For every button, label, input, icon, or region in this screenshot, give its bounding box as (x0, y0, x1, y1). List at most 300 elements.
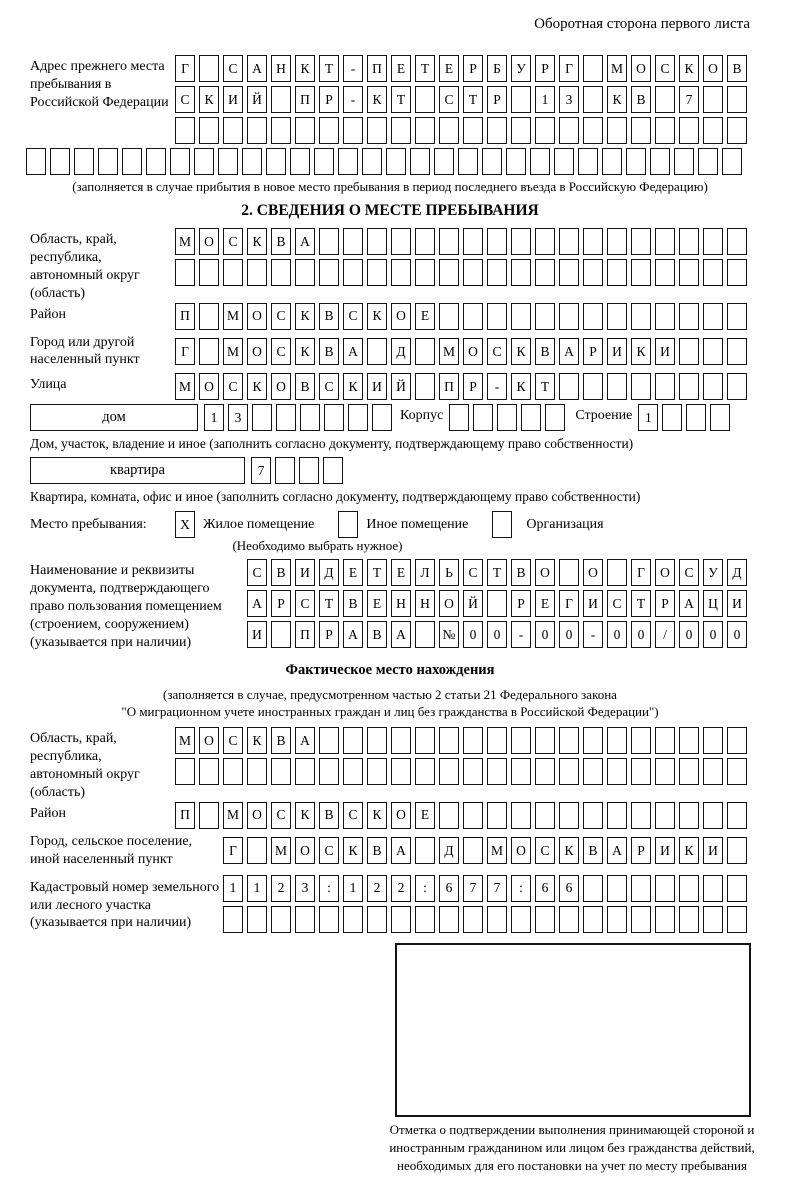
char-box[interactable]: 0 (679, 621, 699, 648)
char-box[interactable] (698, 148, 718, 175)
char-box[interactable] (607, 303, 627, 330)
char-box[interactable] (487, 590, 507, 617)
char-box[interactable] (391, 117, 411, 144)
char-box[interactable]: 0 (631, 621, 651, 648)
char-box[interactable] (631, 875, 651, 902)
char-box[interactable] (559, 727, 579, 754)
char-box[interactable]: О (271, 373, 291, 400)
char-box[interactable]: М (223, 338, 243, 365)
char-box[interactable]: Е (439, 55, 459, 82)
char-box[interactable]: С (271, 338, 291, 365)
char-box[interactable]: С (247, 559, 267, 586)
char-box[interactable]: Г (223, 837, 243, 864)
char-box[interactable] (511, 303, 531, 330)
char-box[interactable] (295, 758, 315, 785)
char-box[interactable] (343, 906, 363, 933)
char-box[interactable]: Г (559, 590, 579, 617)
char-box[interactable] (655, 373, 675, 400)
char-box[interactable] (415, 117, 435, 144)
char-box[interactable]: С (607, 590, 627, 617)
stay-option-checkbox-other[interactable] (338, 511, 358, 538)
char-box[interactable]: И (607, 338, 627, 365)
char-box[interactable] (487, 117, 507, 144)
char-box[interactable] (703, 228, 723, 255)
char-box[interactable] (314, 148, 334, 175)
char-box[interactable] (679, 802, 699, 829)
char-box[interactable] (607, 758, 627, 785)
char-box[interactable] (511, 758, 531, 785)
char-box[interactable] (473, 404, 493, 431)
char-box[interactable] (391, 228, 411, 255)
char-box[interactable]: 0 (487, 621, 507, 648)
char-box[interactable] (146, 148, 166, 175)
char-box[interactable]: М (487, 837, 507, 864)
char-box[interactable] (535, 259, 555, 286)
char-box[interactable]: - (583, 621, 603, 648)
char-box[interactable] (199, 55, 219, 82)
char-box[interactable]: 1 (535, 86, 555, 113)
char-box[interactable] (559, 802, 579, 829)
char-box[interactable] (511, 86, 531, 113)
char-box[interactable]: Й (247, 86, 267, 113)
char-box[interactable] (449, 404, 469, 431)
char-box[interactable] (631, 228, 651, 255)
char-box[interactable]: И (727, 590, 747, 617)
char-box[interactable] (175, 117, 195, 144)
char-box[interactable]: П (367, 55, 387, 82)
char-box[interactable]: : (415, 875, 435, 902)
char-box[interactable]: Р (463, 373, 483, 400)
char-box[interactable]: И (247, 621, 267, 648)
char-box[interactable] (703, 373, 723, 400)
char-box[interactable] (276, 404, 296, 431)
char-box[interactable]: А (607, 837, 627, 864)
char-box[interactable]: В (319, 338, 339, 365)
char-box[interactable]: Т (319, 55, 339, 82)
char-box[interactable]: О (535, 559, 555, 586)
char-box[interactable] (583, 373, 603, 400)
char-box[interactable] (559, 758, 579, 785)
char-box[interactable] (439, 727, 459, 754)
char-box[interactable]: В (319, 303, 339, 330)
char-box[interactable]: 7 (487, 875, 507, 902)
char-box[interactable] (607, 727, 627, 754)
char-box[interactable]: 6 (535, 875, 555, 902)
char-box[interactable] (487, 727, 507, 754)
char-box[interactable]: С (463, 559, 483, 586)
char-box[interactable]: А (247, 55, 267, 82)
char-box[interactable] (319, 117, 339, 144)
char-box[interactable]: : (319, 875, 339, 902)
char-box[interactable] (247, 906, 267, 933)
char-box[interactable] (98, 148, 118, 175)
char-box[interactable] (367, 228, 387, 255)
char-box[interactable]: К (367, 86, 387, 113)
char-box[interactable]: А (559, 338, 579, 365)
char-box[interactable]: Т (463, 86, 483, 113)
char-box[interactable] (511, 259, 531, 286)
char-box[interactable] (727, 373, 747, 400)
char-box[interactable] (631, 303, 651, 330)
char-box[interactable]: С (223, 373, 243, 400)
char-box[interactable] (703, 875, 723, 902)
char-box[interactable] (295, 117, 315, 144)
char-box[interactable] (607, 228, 627, 255)
char-box[interactable] (703, 802, 723, 829)
char-box[interactable] (439, 303, 459, 330)
char-box[interactable] (497, 404, 517, 431)
char-box[interactable]: В (367, 621, 387, 648)
char-box[interactable] (727, 727, 747, 754)
char-box[interactable] (290, 148, 310, 175)
char-box[interactable] (727, 228, 747, 255)
char-box[interactable] (679, 338, 699, 365)
char-box[interactable] (631, 906, 651, 933)
char-box[interactable] (299, 457, 319, 484)
char-box[interactable]: А (679, 590, 699, 617)
char-box[interactable]: В (727, 55, 747, 82)
char-box[interactable]: О (583, 559, 603, 586)
char-box[interactable] (343, 758, 363, 785)
char-box[interactable] (415, 259, 435, 286)
char-box[interactable]: В (511, 559, 531, 586)
char-box[interactable] (266, 148, 286, 175)
char-box[interactable] (271, 906, 291, 933)
char-box[interactable]: К (679, 55, 699, 82)
char-box[interactable]: Е (415, 303, 435, 330)
char-box[interactable]: Р (463, 55, 483, 82)
char-box[interactable]: О (247, 802, 267, 829)
char-box[interactable]: О (703, 55, 723, 82)
char-box[interactable] (482, 148, 502, 175)
char-box[interactable]: Д (319, 559, 339, 586)
char-box[interactable] (391, 758, 411, 785)
char-box[interactable] (703, 117, 723, 144)
char-box[interactable] (679, 373, 699, 400)
char-box[interactable] (415, 906, 435, 933)
char-box[interactable] (583, 802, 603, 829)
char-box[interactable] (511, 906, 531, 933)
char-box[interactable] (199, 259, 219, 286)
char-box[interactable]: 3 (228, 404, 248, 431)
char-box[interactable]: 2 (391, 875, 411, 902)
char-box[interactable]: 6 (439, 875, 459, 902)
char-box[interactable] (367, 117, 387, 144)
char-box[interactable] (607, 259, 627, 286)
char-box[interactable]: Т (631, 590, 651, 617)
char-box[interactable] (511, 727, 531, 754)
char-box[interactable]: К (343, 373, 363, 400)
char-box[interactable] (727, 875, 747, 902)
char-box[interactable]: Е (391, 559, 411, 586)
char-box[interactable] (487, 906, 507, 933)
char-box[interactable] (487, 228, 507, 255)
char-box[interactable]: М (607, 55, 627, 82)
char-box[interactable]: Р (271, 590, 291, 617)
char-box[interactable] (218, 148, 238, 175)
char-box[interactable]: О (295, 837, 315, 864)
char-box[interactable]: С (535, 837, 555, 864)
char-box[interactable] (348, 404, 368, 431)
char-box[interactable] (655, 259, 675, 286)
char-box[interactable]: Т (415, 55, 435, 82)
char-box[interactable]: 7 (463, 875, 483, 902)
char-box[interactable] (559, 559, 579, 586)
char-box[interactable] (535, 906, 555, 933)
char-box[interactable]: № (439, 621, 459, 648)
char-box[interactable]: С (439, 86, 459, 113)
char-box[interactable] (271, 86, 291, 113)
char-box[interactable]: К (295, 802, 315, 829)
char-box[interactable]: К (559, 837, 579, 864)
char-box[interactable] (679, 727, 699, 754)
char-box[interactable] (607, 559, 627, 586)
char-box[interactable]: К (295, 55, 315, 82)
char-box[interactable]: П (175, 303, 195, 330)
char-box[interactable] (247, 117, 267, 144)
char-box[interactable] (727, 117, 747, 144)
char-box[interactable]: Р (655, 590, 675, 617)
char-box[interactable] (487, 802, 507, 829)
char-box[interactable]: Р (535, 55, 555, 82)
char-box[interactable]: 0 (727, 621, 747, 648)
char-box[interactable] (655, 906, 675, 933)
char-box[interactable]: 2 (271, 875, 291, 902)
char-box[interactable] (722, 148, 742, 175)
char-box[interactable] (583, 228, 603, 255)
char-box[interactable]: 6 (559, 875, 579, 902)
char-box[interactable] (439, 117, 459, 144)
char-box[interactable] (535, 727, 555, 754)
char-box[interactable]: М (271, 837, 291, 864)
char-box[interactable] (583, 259, 603, 286)
char-box[interactable] (295, 259, 315, 286)
char-box[interactable]: Е (343, 559, 363, 586)
char-box[interactable] (415, 228, 435, 255)
char-box[interactable]: П (439, 373, 459, 400)
char-box[interactable]: К (247, 373, 267, 400)
char-box[interactable] (607, 117, 627, 144)
char-box[interactable] (583, 303, 603, 330)
char-box[interactable]: К (247, 727, 267, 754)
char-box[interactable]: Р (487, 86, 507, 113)
char-box[interactable] (463, 802, 483, 829)
char-box[interactable]: А (295, 727, 315, 754)
char-box[interactable] (439, 802, 459, 829)
char-box[interactable]: И (655, 837, 675, 864)
char-box[interactable]: - (343, 55, 363, 82)
char-box[interactable] (463, 117, 483, 144)
char-box[interactable] (511, 117, 531, 144)
char-box[interactable]: С (271, 802, 291, 829)
char-box[interactable]: С (271, 303, 291, 330)
char-box[interactable]: М (223, 303, 243, 330)
char-box[interactable]: Т (535, 373, 555, 400)
char-box[interactable] (367, 758, 387, 785)
char-box[interactable] (511, 228, 531, 255)
char-box[interactable]: О (391, 802, 411, 829)
char-box[interactable]: П (295, 621, 315, 648)
char-box[interactable] (674, 148, 694, 175)
char-box[interactable]: Й (463, 590, 483, 617)
char-box[interactable] (343, 117, 363, 144)
char-box[interactable] (535, 802, 555, 829)
char-box[interactable] (626, 148, 646, 175)
char-box[interactable]: Г (175, 55, 195, 82)
char-box[interactable]: С (679, 559, 699, 586)
char-box[interactable] (727, 303, 747, 330)
char-box[interactable] (545, 404, 565, 431)
char-box[interactable] (607, 373, 627, 400)
char-box[interactable] (343, 727, 363, 754)
char-box[interactable] (415, 373, 435, 400)
char-box[interactable] (583, 875, 603, 902)
char-box[interactable] (434, 148, 454, 175)
char-box[interactable] (247, 837, 267, 864)
char-box[interactable]: А (343, 621, 363, 648)
char-box[interactable]: Е (535, 590, 555, 617)
char-box[interactable] (386, 148, 406, 175)
char-box[interactable]: Т (367, 559, 387, 586)
char-box[interactable] (662, 404, 682, 431)
char-box[interactable]: С (319, 837, 339, 864)
char-box[interactable]: С (655, 55, 675, 82)
char-box[interactable] (271, 621, 291, 648)
char-box[interactable] (487, 259, 507, 286)
char-box[interactable] (559, 259, 579, 286)
char-box[interactable]: С (223, 228, 243, 255)
char-box[interactable]: Е (391, 55, 411, 82)
char-box[interactable] (679, 303, 699, 330)
char-box[interactable] (650, 148, 670, 175)
char-box[interactable] (703, 303, 723, 330)
char-box[interactable] (530, 148, 550, 175)
char-box[interactable] (511, 802, 531, 829)
char-box[interactable] (338, 148, 358, 175)
char-box[interactable] (458, 148, 478, 175)
char-box[interactable]: Т (391, 86, 411, 113)
char-box[interactable] (343, 228, 363, 255)
char-box[interactable] (710, 404, 730, 431)
char-box[interactable] (343, 259, 363, 286)
char-box[interactable] (521, 404, 541, 431)
char-box[interactable]: О (511, 837, 531, 864)
char-box[interactable] (727, 837, 747, 864)
char-box[interactable] (319, 758, 339, 785)
char-box[interactable]: В (271, 228, 291, 255)
char-box[interactable]: В (271, 727, 291, 754)
char-box[interactable] (655, 875, 675, 902)
char-box[interactable] (199, 802, 219, 829)
char-box[interactable] (463, 758, 483, 785)
char-box[interactable]: Е (367, 590, 387, 617)
char-box[interactable]: К (607, 86, 627, 113)
char-box[interactable]: А (247, 590, 267, 617)
char-box[interactable] (300, 404, 320, 431)
char-box[interactable]: Н (391, 590, 411, 617)
char-box[interactable] (631, 373, 651, 400)
char-box[interactable]: И (295, 559, 315, 586)
char-box[interactable] (583, 86, 603, 113)
char-box[interactable] (679, 259, 699, 286)
char-box[interactable] (679, 758, 699, 785)
char-box[interactable] (583, 55, 603, 82)
char-box[interactable] (607, 875, 627, 902)
char-box[interactable] (199, 758, 219, 785)
char-box[interactable]: 3 (295, 875, 315, 902)
char-box[interactable]: О (199, 373, 219, 400)
char-box[interactable]: В (367, 837, 387, 864)
char-box[interactable] (583, 117, 603, 144)
char-box[interactable]: Й (391, 373, 411, 400)
char-box[interactable] (439, 228, 459, 255)
char-box[interactable] (175, 758, 195, 785)
char-box[interactable] (242, 148, 262, 175)
char-box[interactable]: А (295, 228, 315, 255)
char-box[interactable] (199, 338, 219, 365)
char-box[interactable] (324, 404, 344, 431)
char-box[interactable]: О (247, 303, 267, 330)
char-box[interactable] (655, 86, 675, 113)
char-box[interactable] (727, 758, 747, 785)
char-box[interactable]: К (679, 837, 699, 864)
char-box[interactable]: О (391, 303, 411, 330)
char-box[interactable] (391, 727, 411, 754)
char-box[interactable] (583, 758, 603, 785)
char-box[interactable]: С (175, 86, 195, 113)
char-box[interactable] (559, 303, 579, 330)
char-box[interactable] (631, 117, 651, 144)
char-box[interactable] (439, 758, 459, 785)
char-box[interactable] (655, 727, 675, 754)
char-box[interactable] (295, 906, 315, 933)
char-box[interactable] (194, 148, 214, 175)
char-box[interactable] (727, 906, 747, 933)
char-box[interactable] (463, 837, 483, 864)
char-box[interactable] (655, 802, 675, 829)
char-box[interactable]: П (175, 802, 195, 829)
stay-option-checkbox-organization[interactable] (492, 511, 512, 538)
char-box[interactable] (463, 906, 483, 933)
char-box[interactable]: К (343, 837, 363, 864)
char-box[interactable] (655, 303, 675, 330)
char-box[interactable] (463, 259, 483, 286)
char-box[interactable] (554, 148, 574, 175)
char-box[interactable]: О (439, 590, 459, 617)
char-box[interactable]: Г (175, 338, 195, 365)
char-box[interactable] (703, 338, 723, 365)
char-box[interactable]: В (343, 590, 363, 617)
char-box[interactable]: М (175, 373, 195, 400)
char-box[interactable] (583, 906, 603, 933)
char-box[interactable]: 2 (367, 875, 387, 902)
char-box[interactable] (415, 86, 435, 113)
char-box[interactable]: 0 (463, 621, 483, 648)
char-box[interactable] (578, 148, 598, 175)
char-box[interactable]: В (271, 559, 291, 586)
char-box[interactable] (703, 259, 723, 286)
char-box[interactable] (631, 259, 651, 286)
char-box[interactable] (487, 303, 507, 330)
char-box[interactable] (559, 117, 579, 144)
char-box[interactable]: - (487, 373, 507, 400)
char-box[interactable] (655, 228, 675, 255)
char-box[interactable]: О (463, 338, 483, 365)
char-box[interactable]: У (511, 55, 531, 82)
char-box[interactable] (223, 259, 243, 286)
char-box[interactable]: 3 (559, 86, 579, 113)
char-box[interactable]: М (175, 228, 195, 255)
